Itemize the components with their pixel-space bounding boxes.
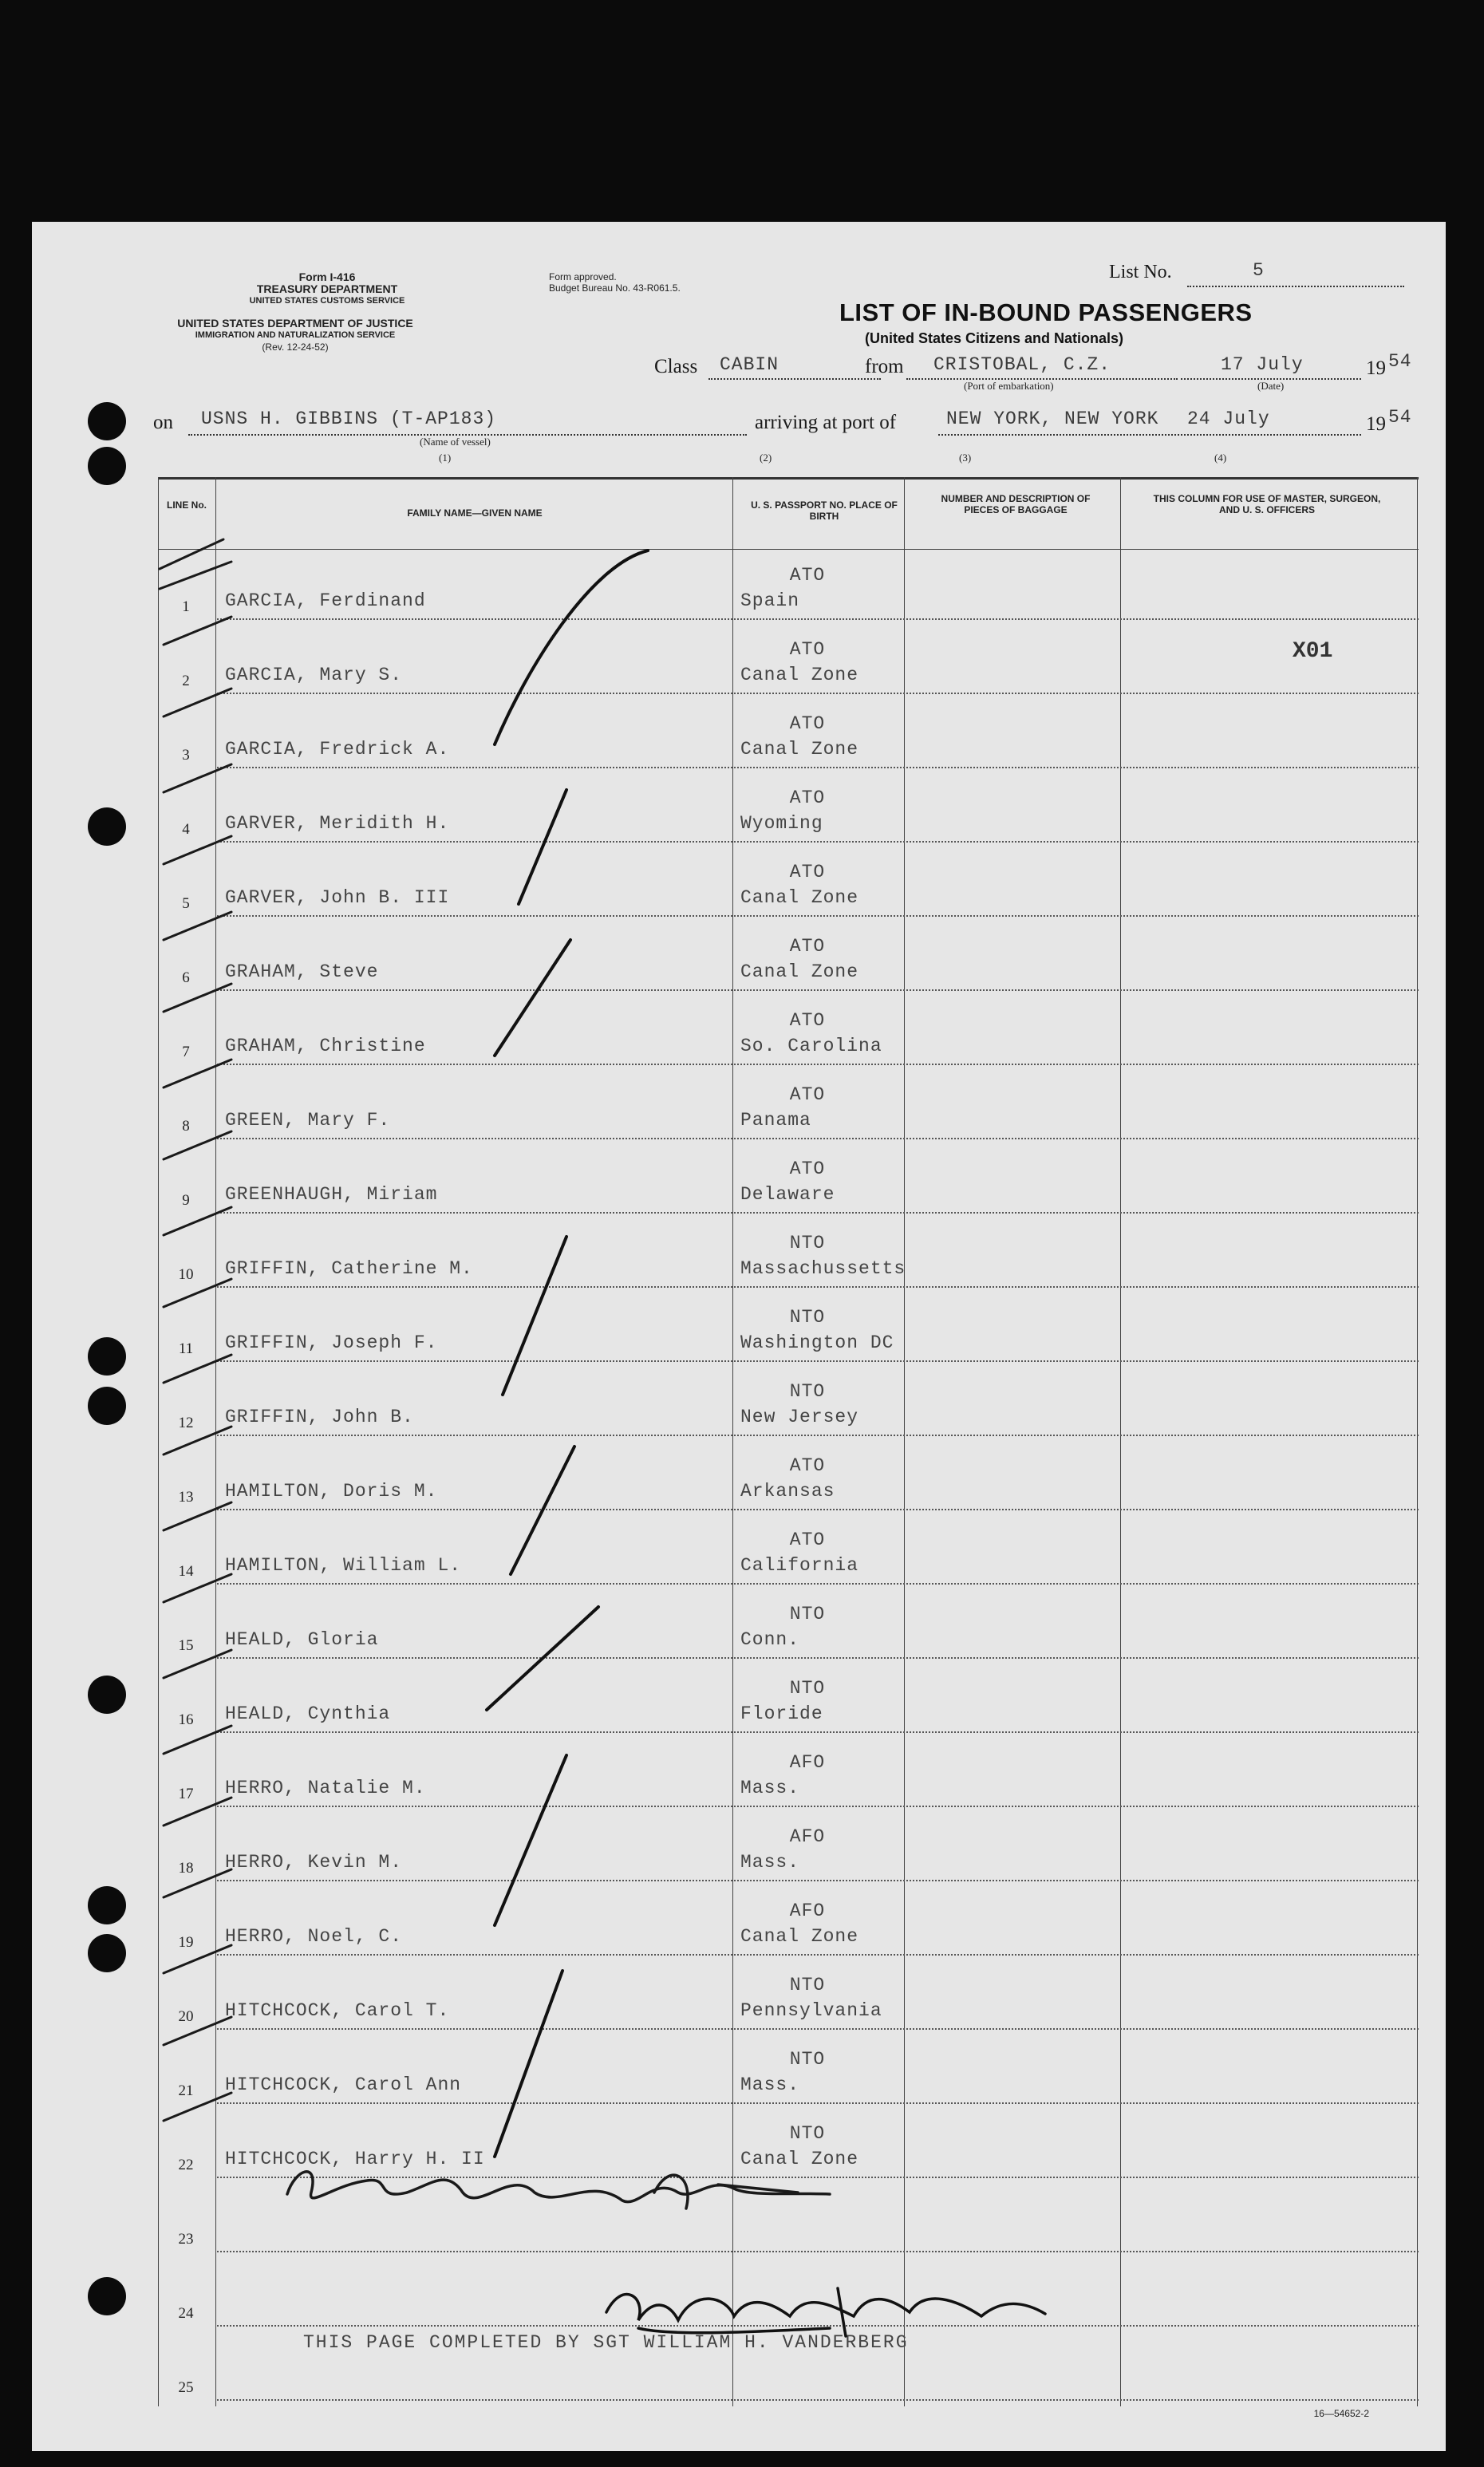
passport-code: AFO [789, 1752, 826, 1773]
justice-label: UNITED STATES DEPARTMENT OF JUSTICE [177, 317, 413, 330]
manifest-page [32, 222, 1446, 2451]
group-stroke [487, 1607, 598, 1710]
on-label: on [153, 412, 173, 433]
page-subtitle: (United States Citizens and Nationals) [865, 330, 1124, 346]
passenger-name: HEALD, Cynthia [225, 1703, 391, 1724]
place-of-birth: Pennsylvania [740, 2000, 882, 2021]
line-number: 9 [182, 1192, 190, 1209]
group-stroke [495, 940, 570, 1056]
line-number: 19 [178, 1934, 194, 1951]
arrival-year-prefix: 19 [1366, 413, 1386, 435]
depart-date: 17 July [1221, 354, 1304, 375]
col-head-baggage: NUMBER AND DESCRIPTION OF PIECES OF BAGGAGE [941, 493, 1091, 515]
place-of-birth: Floride [740, 1703, 823, 1724]
line-number: 18 [178, 1860, 194, 1877]
check-mark [164, 1502, 231, 1602]
passenger-name: GREENHAUGH, Miriam [225, 1184, 438, 1205]
group-stroke [519, 790, 566, 904]
approved-label: Form approved. [549, 271, 617, 282]
place-of-birth: Massachussetts [740, 1258, 906, 1279]
group-stroke [495, 1755, 566, 1925]
place-of-birth: Canal Zone [740, 961, 859, 982]
col-head-officers: THIS COLUMN FOR USE OF MASTER, SURGEON, AND U. S. OFFICERS [1153, 493, 1381, 515]
sergeant-signature-flourish [638, 2288, 846, 2336]
group-strokes [487, 551, 648, 2157]
passport-code: ATO [789, 1159, 826, 1179]
passenger-name: GRAHAM, Steve [225, 961, 379, 982]
line-number: 7 [182, 1044, 190, 1060]
passenger-name: GARCIA, Fredrick A. [225, 739, 450, 760]
check-mark [164, 1060, 231, 1159]
list-no-value: 5 [1253, 260, 1265, 281]
passenger-name: HITCHCOCK, Carol T. [225, 2000, 450, 2021]
line-number: 8 [182, 1118, 190, 1135]
year-prefix: 19 [1366, 357, 1386, 379]
group-stroke [495, 551, 648, 744]
treasury-label: TREASURY DEPARTMENT [256, 282, 398, 295]
ins-label: IMMIGRATION AND NATURALIZATION SERVICE [195, 330, 396, 340]
arrival-port: NEW YORK, NEW YORK [946, 409, 1159, 429]
col-head-name: FAMILY NAME—GIVEN NAME [407, 507, 543, 519]
port-embark-caption: (Port of embarkation) [964, 380, 1054, 392]
passenger-name: GARCIA, Ferdinand [225, 590, 426, 611]
date-caption: (Date) [1257, 380, 1285, 392]
passport-code: NTO [789, 1307, 826, 1328]
line-number: 6 [182, 969, 190, 986]
place-of-birth: Canal Zone [740, 665, 859, 685]
check-marks [160, 539, 231, 2121]
passenger-name: GREEN, Mary F. [225, 1110, 391, 1131]
check-mark [164, 2093, 231, 2121]
col-head-line-no: LINE No. [167, 499, 207, 511]
col4-caption: (4) [1214, 452, 1227, 464]
arrival-year: 54 [1388, 407, 1412, 428]
passenger-name: GRIFFIN, Joseph F. [225, 1332, 438, 1353]
passport-code: ATO [789, 1084, 826, 1105]
group-stroke [503, 1237, 566, 1395]
passport-code: ATO [789, 639, 826, 660]
line-number: 4 [182, 821, 190, 838]
passport-code: NTO [789, 2049, 826, 2070]
col-head-passport: U. S. PASSPORT NO. PLACE OF BIRTH [751, 499, 898, 522]
line-number: 11 [178, 1340, 194, 1357]
place-of-birth: Panama [740, 1110, 811, 1131]
check-mark [164, 912, 231, 1012]
passport-code: ATO [789, 1010, 826, 1031]
line-number: 12 [178, 1415, 194, 1431]
passport-code: ATO [789, 713, 826, 734]
passport-code: NTO [789, 1604, 826, 1624]
col3-caption: (3) [959, 452, 972, 464]
passenger-name: GARCIA, Mary S. [225, 665, 403, 685]
vessel-name: USNS H. GIBBINS (T-AP183) [201, 409, 497, 429]
passenger-name: HITCHCOCK, Carol Ann [225, 2074, 462, 2095]
place-of-birth: Delaware [740, 1184, 835, 1205]
form-code: 16—54652-2 [1313, 2408, 1369, 2419]
line-number: 3 [182, 747, 190, 764]
passenger-name: HEALD, Gloria [225, 1629, 379, 1650]
passport-code: NTO [789, 1975, 826, 1995]
list-no-label: List No. [1109, 262, 1172, 282]
check-mark [164, 1798, 231, 1897]
check-mark [164, 617, 231, 716]
place-of-birth: New Jersey [740, 1407, 859, 1427]
passenger-name: HAMILTON, William L. [225, 1555, 462, 1576]
officer-initials [287, 2172, 830, 2208]
from-label: from [865, 356, 904, 377]
depart-year: 54 [1388, 351, 1412, 372]
passport-code: ATO [789, 1455, 826, 1476]
check-mark [164, 1650, 231, 1754]
place-of-birth: Washington DC [740, 1332, 894, 1353]
place-of-birth: Canal Zone [740, 739, 859, 760]
vessel-caption: (Name of vessel) [420, 436, 491, 448]
line-number: 13 [178, 1489, 194, 1506]
place-of-birth: Arkansas [740, 1481, 835, 1502]
line-number: 22 [178, 2157, 194, 2173]
from-value: CRISTOBAL, C.Z. [933, 354, 1111, 375]
passport-code: AFO [789, 1901, 826, 1921]
place-of-birth: Canal Zone [740, 2149, 859, 2169]
passenger-name: GRIFFIN, John B. [225, 1407, 414, 1427]
rev-label: (Rev. 12-24-52) [262, 341, 329, 353]
line-number: 17 [178, 1786, 194, 1802]
passport-code: ATO [789, 1530, 826, 1550]
passenger-name: GRIFFIN, Catherine M. [225, 1258, 473, 1279]
col1-caption: (1) [439, 452, 452, 464]
check-mark [164, 764, 231, 864]
check-mark [164, 1945, 231, 2045]
class-label: Class [654, 356, 698, 377]
arrival-date: 24 July [1187, 409, 1270, 429]
check-mark [164, 1355, 231, 1455]
passenger-name: GRAHAM, Christine [225, 1036, 426, 1056]
passenger-name: GARVER, John B. III [225, 887, 450, 908]
customs-label: UNITED STATES CUSTOMS SERVICE [249, 296, 405, 306]
group-stroke [495, 1971, 562, 2157]
line-number: 23 [178, 2231, 194, 2248]
line-number: 21 [178, 2082, 194, 2099]
completion-note: THIS PAGE COMPLETED BY SGT WILLIAM H. VANDERBERG [303, 2332, 909, 2353]
passenger-name: HERRO, Noel, C. [225, 1926, 403, 1947]
place-of-birth: Canal Zone [740, 887, 859, 908]
line-number: 16 [178, 1711, 194, 1728]
line-number: 25 [178, 2379, 194, 2396]
page-title: LIST OF IN-BOUND PASSENGERS [839, 298, 1253, 326]
place-of-birth: So. Carolina [740, 1036, 882, 1056]
passport-code: ATO [789, 936, 826, 957]
place-of-birth: Spain [740, 590, 800, 611]
passenger-name: GARVER, Meridith H. [225, 813, 450, 834]
place-of-birth: Wyoming [740, 813, 823, 834]
passenger-name: HERRO, Kevin M. [225, 1852, 403, 1873]
place-of-birth: Conn. [740, 1629, 800, 1650]
group-stroke [511, 1447, 574, 1574]
class-value: CABIN [720, 354, 779, 375]
line-number: 1 [182, 598, 190, 615]
passport-code: NTO [789, 1233, 826, 1253]
form-number: Form I-416 [298, 270, 356, 283]
arriving-label: arriving at port of [755, 412, 897, 433]
passenger-name: HAMILTON, Doris M. [225, 1481, 438, 1502]
passenger-name: HERRO, Natalie M. [225, 1778, 426, 1798]
line-number: 20 [178, 2008, 194, 2025]
officer-annotation: X01 [1293, 639, 1333, 664]
sergeant-signature [606, 2288, 1045, 2336]
place-of-birth: Canal Zone [740, 1926, 859, 1947]
passport-code: ATO [789, 787, 826, 808]
passport-code: ATO [789, 565, 826, 586]
passenger-name: HITCHCOCK, Harry H. II [225, 2149, 485, 2169]
line-number: 2 [182, 673, 190, 689]
line-number: 14 [178, 1563, 194, 1580]
passport-code: NTO [789, 1678, 826, 1699]
passport-code: NTO [789, 2123, 826, 2144]
place-of-birth: Mass. [740, 2074, 800, 2095]
col2-caption: (2) [760, 452, 772, 464]
line-number: 15 [178, 1637, 194, 1654]
check-mark [164, 1207, 231, 1307]
line-number: 5 [182, 895, 190, 912]
sergeant-signature-stroke [606, 2295, 1045, 2320]
check-mark [160, 539, 231, 589]
passport-code: AFO [789, 1826, 826, 1847]
line-number: 10 [178, 1266, 194, 1283]
line-number: 24 [178, 2305, 194, 2322]
passport-code: NTO [789, 1381, 826, 1402]
place-of-birth: Mass. [740, 1778, 800, 1798]
passport-code: ATO [789, 862, 826, 882]
budget-label: Budget Bureau No. 43-R061.5. [549, 282, 681, 294]
place-of-birth: Mass. [740, 1852, 800, 1873]
place-of-birth: California [740, 1555, 859, 1576]
handwritten-marks [32, 222, 1446, 2451]
